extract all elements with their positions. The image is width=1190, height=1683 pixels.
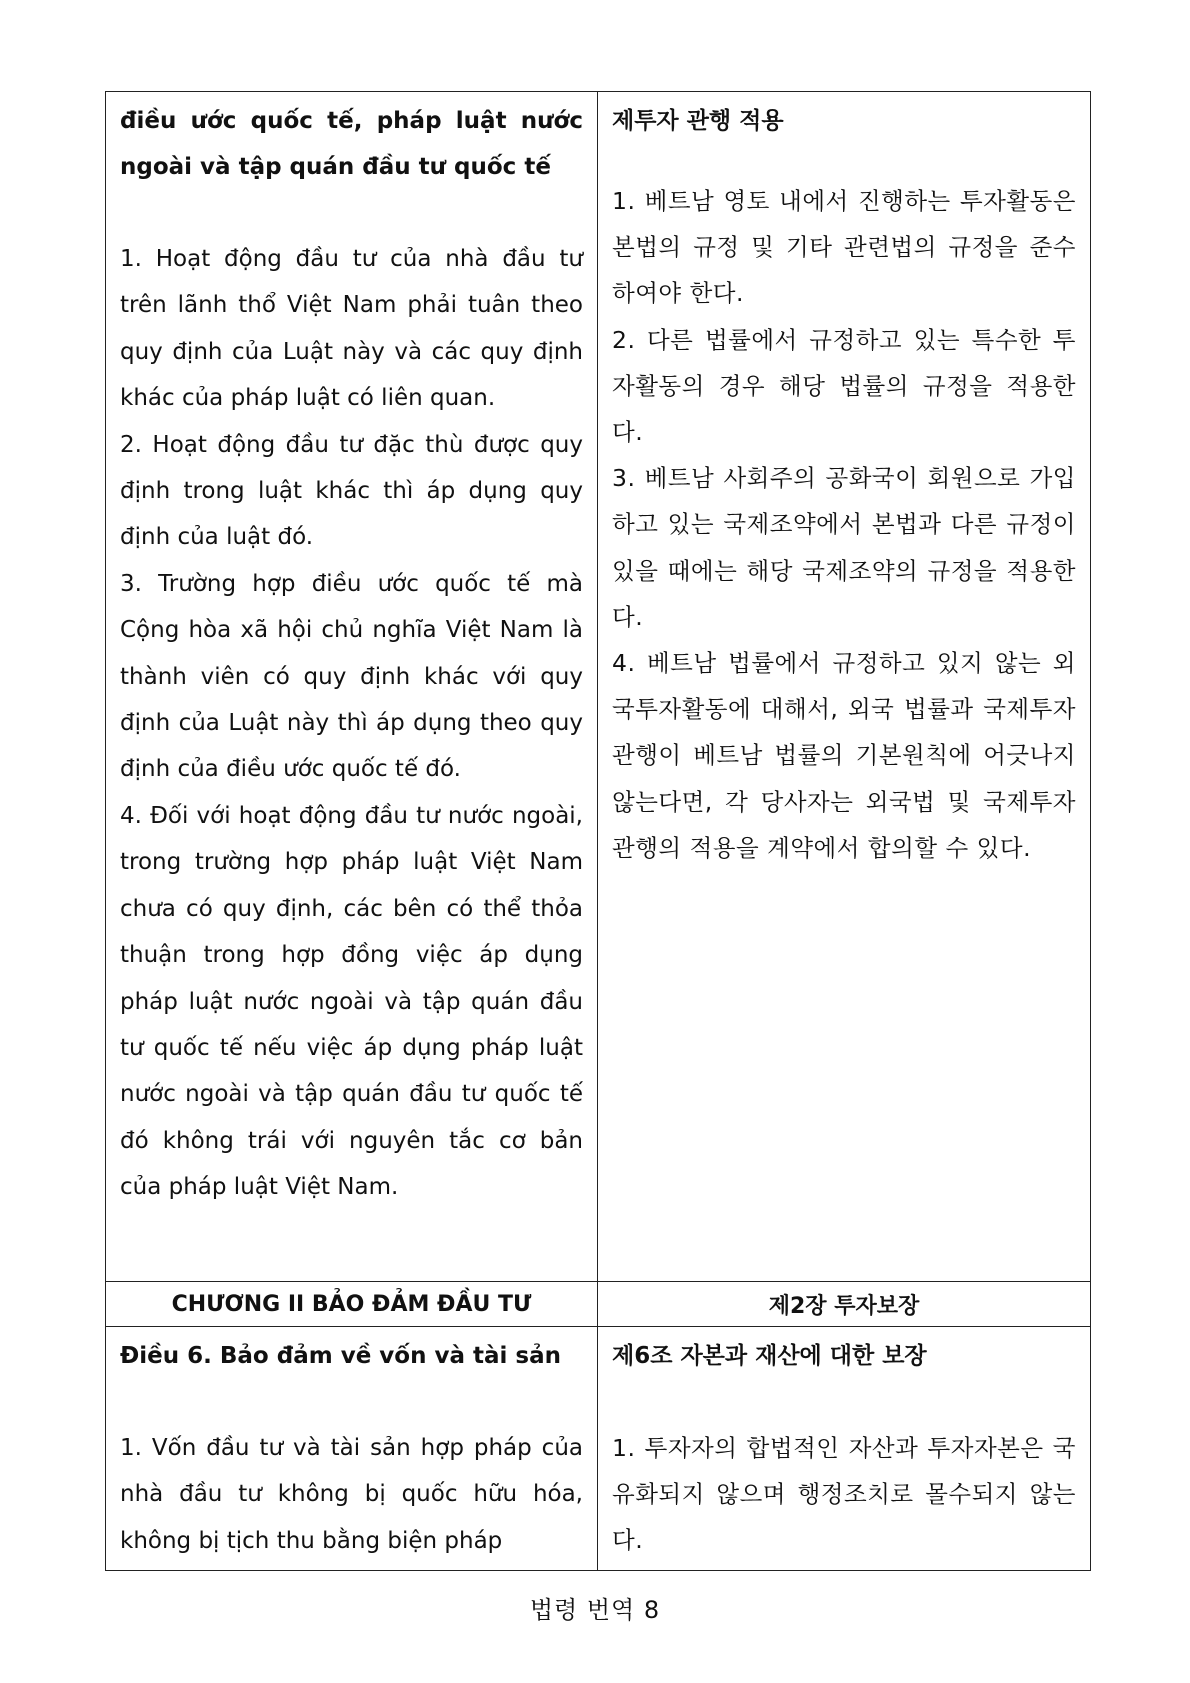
paragraph-vi-1: 1. Hoạt động đầu tư của nhà đầu tư trên lãnh thổ Việt Nam phải tuân theo quy định của Luật này và các quy định khác của pháp luật có liên quan. xyxy=(120,246,583,412)
paragraph-ko-2: 2. 다른 법률에서 규정하고 있는 특수한 투자활동의 경우 해당 법률의 규정을 적용한다. xyxy=(612,325,1076,447)
article-heading-vi: Điều 6. Bảo đảm về vốn và tài sản xyxy=(120,1343,561,1369)
article-heading-vi: điều ước quốc tế, pháp luật nước ngoài và tập quán đầu tư quốc tế xyxy=(120,108,583,180)
korean-column xyxy=(598,92,1091,1282)
article-5-row xyxy=(106,92,1091,1282)
paragraph-vi-2: 2. Hoạt động đầu tư đặc thù được quy định trong luật khác thì áp dụng quy định của luật đó. xyxy=(120,431,583,551)
article-6-row xyxy=(106,1327,1091,1571)
paragraph-ko-1: 1. 투자자의 합법적인 자산과 투자자본은 국유화되지 않으며 행정조치로 몰수되지 않는다. xyxy=(612,1434,1076,1555)
paragraph-vi-3: 3. Trường hợp điều ước quốc tế mà Cộng hòa xã hội chủ nghĩa Việt Nam là thành viên có quy định khác với quy định của Luật này thì áp dụng theo quy định của điều ước quốc tế đó. xyxy=(120,570,583,783)
page-footer: 법령 번역 8 xyxy=(529,1596,661,1624)
chapter-title-ko: 제2장 투자보장 xyxy=(598,1282,1091,1327)
article-heading-ko: 제6조 자본과 재산에 대한 보장 xyxy=(612,1343,927,1369)
paragraph-ko-1: 1. 베트남 영토 내에서 진행하는 투자활동은 본법의 규정 및 기타 관련법의 규정을 준수하여야 한다. xyxy=(612,187,1076,308)
chapter-title-vi: CHƯƠNG II BẢO ĐẢM ĐẦU TƯ xyxy=(106,1282,598,1327)
paragraph-ko-3: 3. 베트남 사회주의 공화국이 회원으로 가입하고 있는 국제조약에서 본법과 다른 규정이 있을 때에는 해당 국제조약의 규정을 적용한다. xyxy=(612,464,1076,631)
paragraph-vi-1: 1. Vốn đầu tư và tài sản hợp pháp của nhà đầu tư không bị quốc hữu hóa, không bị tịch thu bằng biện pháp xyxy=(120,1435,583,1554)
paragraph-ko-4: 4. 베트남 법률에서 규정하고 있지 않는 외국투자활동에 대해서, 외국 법률과 국제투자 관행이 베트남 법률의 기본원칙에 어긋나지 않는다면, 각 당사자는 외국법 및 국제투자관행의 적용을 계약에서 합의할 수 있다. xyxy=(612,649,1076,862)
paragraph-vi-4: 4. Đối với hoạt động đầu tư nước ngoài, trong trường hợp pháp luật Việt Nam chưa có quy định, các bên có thể thỏa thuận trong hợp đồng việc áp dụng pháp luật nước ngoài và tập quán đầu tư quốc tế nếu việc áp dụng pháp luật nước ngoài và tập quán đầu tư quốc tế đó không trái với nguyên tắc cơ bản của pháp luật Việt Nam. xyxy=(120,802,583,1201)
vietnamese-column xyxy=(106,92,598,1282)
chapter-row xyxy=(106,1282,1091,1327)
bilingual-law-table xyxy=(105,91,1091,1571)
article-heading-ko: 제투자 관행 적용 xyxy=(612,108,784,134)
vietnamese-column xyxy=(106,1327,598,1571)
korean-column xyxy=(598,1327,1091,1571)
